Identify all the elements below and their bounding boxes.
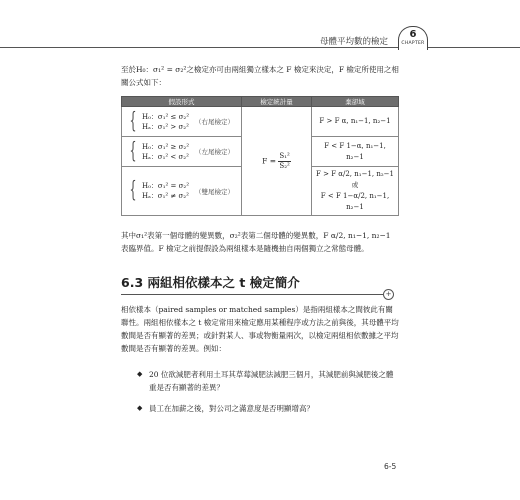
section-paragraph: 相依樣本（paired samples or matched samples）是指兩組樣本之間彼此有關聯性。兩組相依樣本之 t 檢定常用來檢定應用某種程序或方法之前與後，其母體平均數間是否有顯著的差異；或針對某人、事或物衡量兩次，以檢定兩組相依數據之平均數間是否有顯著的差異。例如： — [121, 305, 399, 353]
list-item — [137, 368, 399, 394]
rejection-rule: F < F 1−α/2, n₁−1, n₂−1 — [320, 192, 390, 211]
table-header-statistic: 檢定統計量 — [242, 97, 312, 107]
example-list — [137, 368, 399, 423]
chapter-number: 6 — [409, 29, 417, 40]
chapter-label: CHAPTER — [401, 41, 425, 46]
test-type-note: （右尾檢定） — [195, 118, 235, 126]
test-type-note: （雙尾檢定） — [195, 187, 235, 196]
table-header-rejection: 棄卻域 — [312, 97, 399, 107]
statistic-fraction — [278, 152, 290, 171]
fraction-numerator: S₁² — [279, 151, 290, 160]
brace-icon: { — [129, 178, 137, 203]
list-item-text: 20 位欲減肥者利用土耳其草莓減肥法減肥三個月，其減肥前與減肥後之體重是否有顯著的差異？ — [149, 370, 394, 392]
alt-hypothesis: Hₐ：σ₁² < σ₂² — [142, 152, 189, 161]
intro-paragraph: 至於H₀：σ₁² = σ₂²之檢定亦可由兩組獨立樣本之 F 檢定來決定，F 檢定所使用之相關公式如下： — [121, 65, 399, 87]
test-type-note: （左尾檢定） — [195, 148, 235, 156]
null-hypothesis: H₀：σ₁² ≥ σ₂² — [142, 142, 190, 151]
section-rule — [121, 294, 383, 295]
rejection-cell — [312, 137, 399, 167]
list-item-text: 員工在加薪之後，對公司之滿意度是否明顯增高？ — [149, 404, 314, 413]
statistic-lhs: F = — [262, 156, 277, 165]
statistic-cell — [242, 107, 312, 216]
f-test-table — [121, 96, 399, 216]
list-item — [137, 402, 399, 415]
null-hypothesis: H₀：σ₁² ≤ σ₂² — [142, 112, 190, 121]
null-hypothesis: H₀：σ₁² = σ₂² — [142, 182, 190, 190]
table-row — [122, 107, 399, 137]
hypothesis-cell — [122, 167, 242, 216]
hypothesis-cell — [122, 107, 242, 137]
diamond-bullet-icon: ◆ — [137, 404, 143, 412]
hypothesis-cell — [122, 137, 242, 167]
table-header-hypothesis: 假設形式 — [122, 97, 242, 107]
page-number: 6-5 — [384, 462, 397, 471]
brace-icon: { — [129, 108, 137, 134]
diamond-bullet-icon: ◆ — [137, 370, 143, 378]
section-title: 兩組相依樣本之 t 檢定簡介 — [147, 275, 300, 290]
rejection-rule: F < F 1−α, n₁−1, n₂−1 — [324, 141, 386, 161]
plus-circle-icon: + — [383, 289, 394, 300]
rejection-rule: F > F α/2, n₁−1, n₂−1 — [316, 170, 394, 178]
brace-icon: { — [129, 138, 137, 164]
rejection-rule: F > F α, n₁−1, n₂−1 — [319, 117, 391, 125]
rejection-or: 或 — [351, 181, 359, 189]
rejection-cell — [312, 167, 399, 216]
header-rule — [0, 47, 520, 48]
section-heading — [121, 273, 300, 291]
alt-hypothesis: Hₐ：σ₁² ≠ σ₂² — [142, 192, 189, 200]
section-number: 6.3 — [121, 275, 144, 290]
running-header-title: 母體平均數的檢定 — [319, 37, 388, 47]
fraction-denominator: S₂² — [279, 161, 290, 170]
chapter-badge — [398, 26, 428, 50]
after-table-paragraph: 其中σ₁²表第一個母體的變異數，σ₂²表第二個母體的變異數，F α/2, n₁−1, n₂−1 表臨界值。F 檢定之前提假設為兩組樣本是隨機抽自兩個獨立之常態母體。 — [121, 231, 391, 253]
alt-hypothesis: Hₐ：σ₁² > σ₂² — [142, 122, 189, 131]
rejection-cell — [312, 107, 399, 137]
